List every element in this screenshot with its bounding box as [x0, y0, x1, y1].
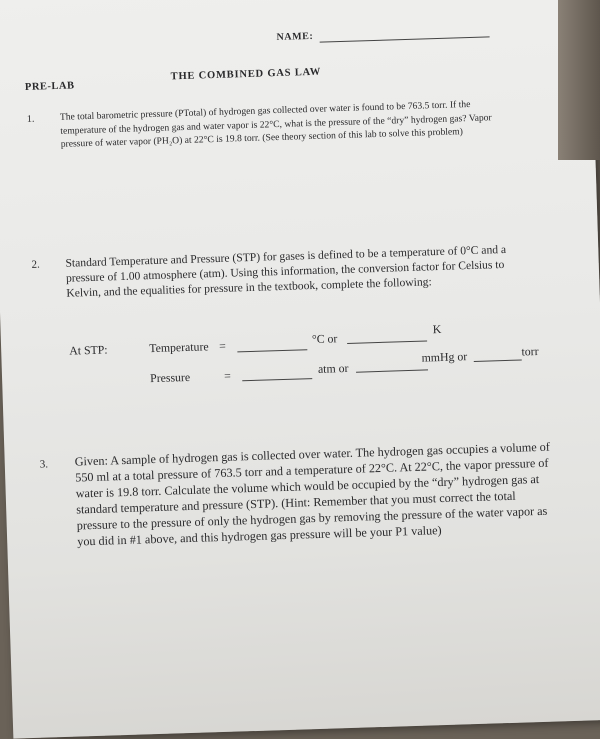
- torr-unit-label: torr: [521, 343, 539, 359]
- pressure-label: Pressure: [149, 369, 191, 386]
- question-2-number: 2.: [31, 258, 40, 271]
- question-3-text: Given: A sample of hydrogen gas is collected over water. The hydrogen gas occupies a volume of 550 ml at a total pressure of 763.5 torr and a temperature of 22°C. At 22°C, the vapor pressure of water is 19.8 torr. Calculate the volume which would be occupied by the “dry” hydrogen gas at standard temperature and pressure (STP). (Hint: Remember that you must correct the total pressure to the pressure of only the hydrogen gas by removing the pressure of the water vapor as you did in #1 above, and this hydrogen gas pressure will be your P1 value): [74, 439, 551, 549]
- mmhg-or-label: mmHg or: [421, 349, 468, 365]
- name-blank-line[interactable]: [320, 36, 490, 42]
- page-title: THE COMBINED GAS LAW: [170, 66, 322, 83]
- kelvin-blank[interactable]: [347, 339, 427, 344]
- table-surface-corner: [558, 0, 600, 160]
- question-1-text: The total barometric pressure (PTotal) of hydrogen gas collected over water is found to be 763.5 torr. If the temperature of the hydrogen gas and water vapor is 22°C, what is the pressure of the “dry” hydrogen gas? Vapor pressure of water vapor (PH₂O) at 22°C is 19.8 torr. (See theory section of this lab to solve this problem): [59, 98, 492, 151]
- temperature-equals: =: [218, 338, 227, 353]
- at-stp-label: At STP:: [69, 342, 108, 358]
- question-2-text: Standard Temperature and Pressure (STP) for gases is defined to be a temperature of 0°C and a pressure of 1.00 atmosphere (atm). Using this information, the conversion factor for Celsius to Kelvin, and the equalities for pressure in the textbook, complete the following:: [65, 242, 507, 300]
- kelvin-unit-label: K: [432, 321, 442, 337]
- atm-or-label: atm or: [317, 360, 349, 376]
- temperature-label: Temperature: [148, 339, 209, 356]
- celsius-blank[interactable]: [237, 348, 307, 352]
- mmhg-blank[interactable]: [356, 368, 428, 372]
- celsius-or-label: °C or: [311, 331, 338, 347]
- name-label: NAME:: [276, 30, 314, 44]
- question-1-number: 1.: [26, 113, 35, 125]
- question-3-number: 3.: [39, 458, 49, 471]
- bleed-through-shadow: [208, 566, 572, 697]
- pressure-equals: =: [223, 368, 231, 383]
- section-label: PRE-LAB: [24, 80, 75, 93]
- atm-blank[interactable]: [242, 377, 312, 381]
- torr-blank[interactable]: [474, 358, 522, 362]
